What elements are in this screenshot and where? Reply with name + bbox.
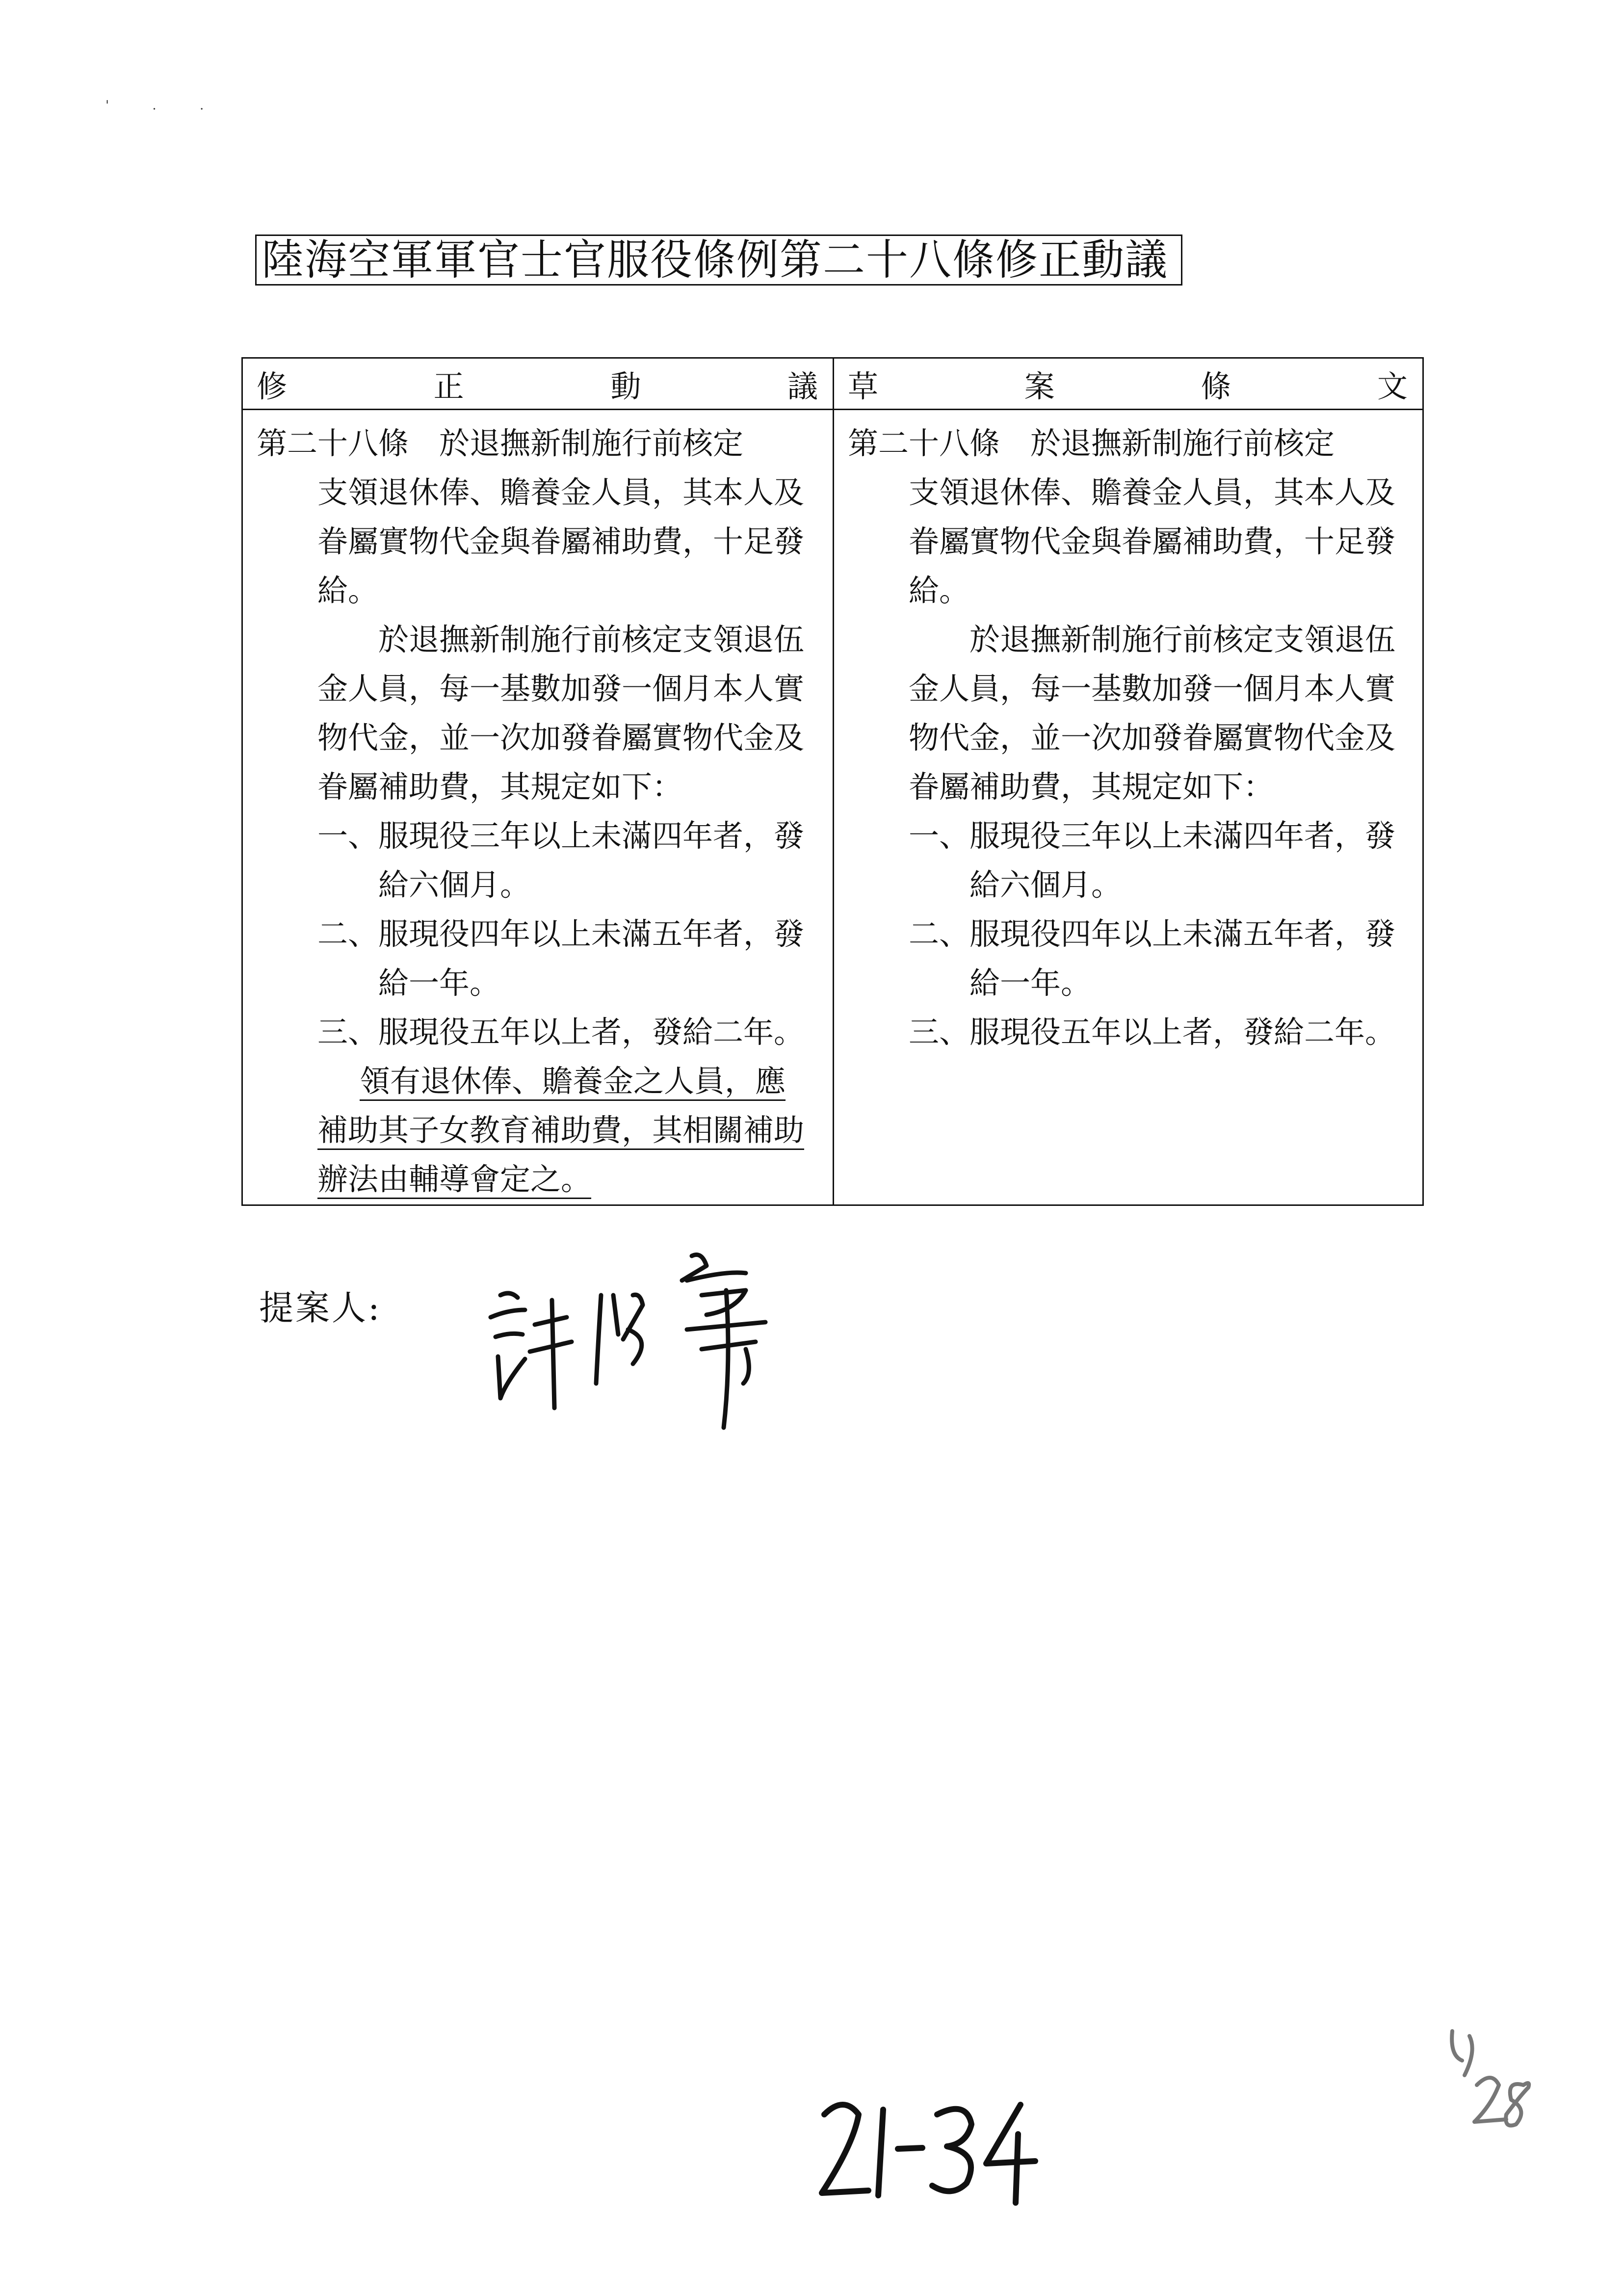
text-line: 支領退休俸、贍養金人員，其本人及 bbox=[909, 474, 1396, 510]
text-line: 眷屬補助費，其規定如下： bbox=[909, 769, 1274, 805]
text-line: 眷屬補助費，其規定如下： bbox=[317, 769, 683, 805]
text-line: 支領退休俸、贍養金人員，其本人及 bbox=[317, 474, 805, 510]
header-char: 案 bbox=[1024, 368, 1055, 404]
amendment-text bbox=[243, 410, 833, 1204]
text-line: 一、服現役三年以上未滿四年者，發 bbox=[909, 818, 1396, 854]
header-char: 草 bbox=[848, 368, 879, 404]
text-line: 眷屬實物代金與眷屬補助費，十足發 bbox=[317, 523, 805, 559]
text-line: 眷屬實物代金與眷屬補助費，十足發 bbox=[909, 523, 1396, 559]
text-line: 一、服現役三年以上未滿四年者，發 bbox=[317, 818, 805, 854]
draft-column-header bbox=[834, 359, 1422, 410]
text-line: 金人員，每一基數加發一個月本人實 bbox=[317, 671, 805, 706]
comparison-table bbox=[241, 357, 1424, 1206]
amendment-column bbox=[243, 359, 834, 1204]
text-line: 於退撫新制施行前核定支領退伍 bbox=[378, 622, 805, 657]
header-char: 議 bbox=[787, 368, 818, 404]
amendment-column-header bbox=[243, 359, 833, 410]
text-line: 給六個月。 bbox=[969, 867, 1122, 903]
text-line: 給。 bbox=[317, 573, 379, 608]
header-char: 動 bbox=[610, 368, 641, 404]
draft-column bbox=[834, 359, 1422, 1204]
text-line: 物代金，並一次加發眷屬實物代金及 bbox=[317, 720, 805, 756]
scan-marks: ' . . bbox=[105, 98, 224, 113]
added-text-line: 領有退休俸、贍養金之人員，應 bbox=[360, 1063, 786, 1099]
handwritten-corner-note bbox=[1442, 2021, 1541, 2134]
header-char: 文 bbox=[1377, 368, 1408, 404]
text-line: 物代金，並一次加發眷屬實物代金及 bbox=[909, 720, 1396, 756]
text-line: 第二十八條 於退撫新制施行前核定 bbox=[848, 425, 1335, 461]
header-char: 正 bbox=[433, 368, 464, 404]
draft-text bbox=[834, 410, 1422, 1057]
document-title: 陸海空軍軍官士官服役條例第二十八條修正動議 bbox=[255, 235, 1182, 286]
text-line: 給一年。 bbox=[969, 965, 1092, 1001]
proposer-label: 提案人: bbox=[259, 1288, 382, 1328]
text-line: 三、服現役五年以上者，發給二年。 bbox=[909, 1014, 1396, 1050]
text-line: 給。 bbox=[909, 573, 970, 608]
header-char: 條 bbox=[1201, 368, 1231, 404]
text-line: 給一年。 bbox=[378, 965, 500, 1001]
handwritten-page-number bbox=[814, 2085, 1040, 2208]
added-text-line: 補助其子女教育補助費，其相關補助 bbox=[317, 1112, 805, 1148]
added-text-line: 辦法由輔導會定之。 bbox=[317, 1161, 592, 1197]
text-line: 二、服現役四年以上未滿五年者，發 bbox=[909, 916, 1396, 952]
header-char: 修 bbox=[257, 368, 288, 404]
text-line: 給六個月。 bbox=[378, 867, 531, 903]
text-line: 二、服現役四年以上未滿五年者，發 bbox=[317, 916, 805, 952]
text-line: 金人員，每一基數加發一個月本人實 bbox=[909, 671, 1396, 706]
text-line: 第二十八條 於退撫新制施行前核定 bbox=[257, 425, 744, 461]
handwritten-signature bbox=[471, 1236, 805, 1433]
text-line: 於退撫新制施行前核定支領退伍 bbox=[969, 622, 1396, 657]
text-line: 三、服現役五年以上者，發給二年。 bbox=[317, 1014, 805, 1050]
